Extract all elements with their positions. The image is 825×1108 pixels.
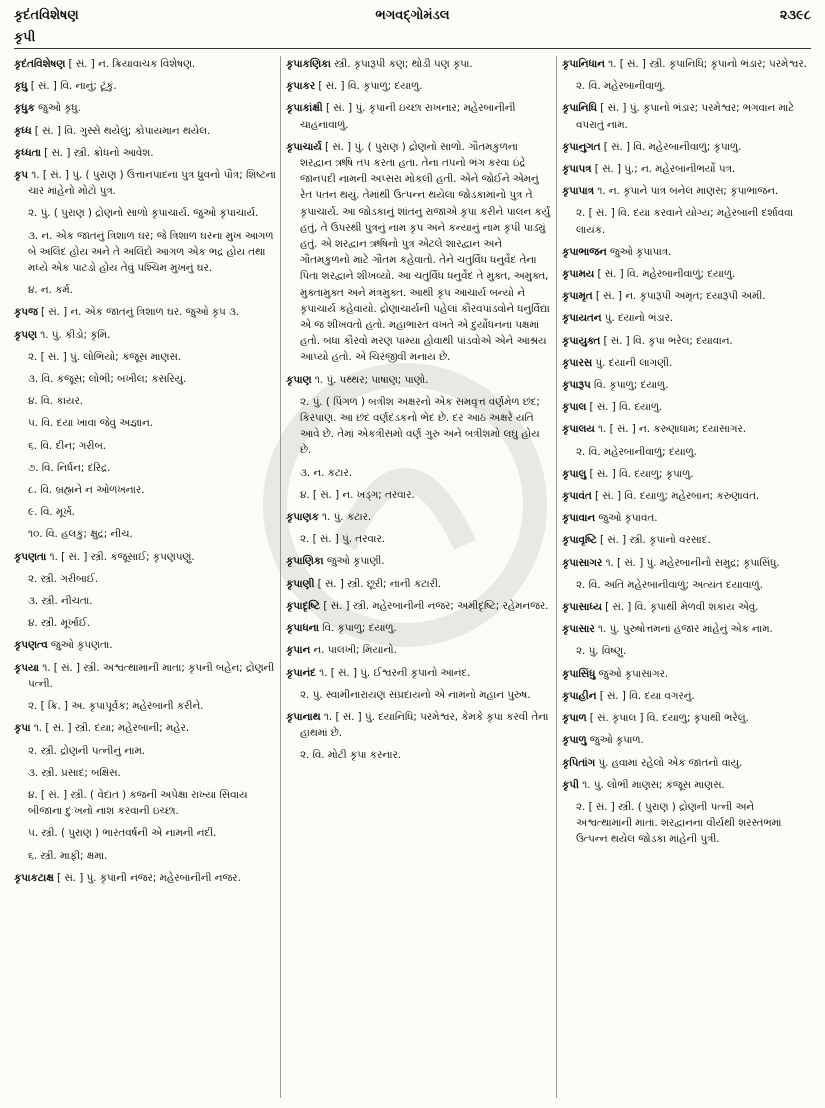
entry-sense [14, 848, 276, 864]
page-number: ૨૩૯૮ [779, 8, 811, 23]
headword: કૃપાણી [286, 577, 315, 590]
headword: કૃપાપત્ર [562, 163, 592, 176]
entry-sense [562, 577, 812, 593]
headword: કૃપાકણિકા [286, 58, 331, 70]
definition-text: ૧. પું. કટાર. [318, 511, 372, 524]
definition-text: ૪. [ સં. ] ન. ખડ્ગ; તરવાર. [300, 488, 415, 501]
definition-text: ૧. પું. લોભી માણસ; કંજૂસ માણસ. [578, 778, 725, 791]
dictionary-entry [562, 621, 812, 637]
definition-text: ૧. [ સં. ] સ્ત્રી. કૃપાનિધિ; કૃપાનો ભંડાર; પરમેશ્વર. [604, 58, 807, 70]
definition-text: ૩. ન. કટાર. [300, 466, 353, 479]
entry-sense [562, 444, 812, 460]
entry-sense [14, 787, 276, 819]
entry-sense [14, 593, 276, 609]
definition-text: ૧. પું. પથ્થર; પાષાણ; પાણો. [311, 373, 429, 386]
headword: કૃપાલુ [562, 467, 587, 480]
dictionary-entry [562, 688, 812, 704]
definition-text: જુઓ કૃપણતા. [47, 639, 113, 652]
page-header [14, 6, 811, 28]
headword: કૃપાસિંધુ [562, 667, 596, 680]
headword: કૃપાહીન [562, 689, 597, 702]
definition-text: [ સં. ] સ્ત્રી. કૃપાનો વરસાદ. [596, 534, 711, 547]
entry-sense [562, 205, 812, 237]
definition-text: ૩. વિ. કંજૂસ; લોભી; બખીલ; કસરિયું. [28, 373, 187, 386]
definition-text: [ સં. ] પું. કૃપાની નજર; મહેરબાનીની નજર. [53, 871, 241, 884]
dictionary-entry [286, 509, 552, 525]
definition-text: [ સં. ] પું. કૃપાની ઇચ્છા રાખનાર; મહેરબાનીની ચાહનાવાળું. [300, 102, 516, 131]
entry-sense [14, 371, 276, 387]
headword: કૃપી [562, 778, 579, 791]
headword: કૃપ [14, 169, 28, 182]
dictionary-entry [286, 139, 552, 366]
dictionary-entry [562, 777, 812, 793]
column-divider [556, 56, 557, 1098]
dictionary-entry [14, 304, 276, 320]
column-2 [286, 56, 552, 1102]
dictionary-entry [562, 555, 812, 571]
definition-text: [ સં. ] વિ. દયાળુ; કૃપાળુ. [586, 467, 694, 480]
definition-text: જુઓ કૃપાપાત્ર. [606, 245, 672, 258]
headword: કૃપાયુક્ત [562, 334, 601, 347]
headword: કૃપિતાંગ [562, 756, 596, 769]
definition-text: વિ. કૃપાળુ; દયાળુ. [318, 622, 397, 635]
header-rule [14, 48, 811, 49]
entry-sense [286, 531, 552, 547]
dictionary-entry [562, 732, 812, 748]
headword: કૃપાદૃષ્ટિ [286, 599, 321, 612]
dictionary-entry [14, 327, 276, 343]
definition-text: ૨. વિ. મહેરબાનીવાળું. [576, 80, 666, 93]
dictionary-entry [562, 510, 812, 526]
headword: કૃપાનિધાન [562, 58, 605, 70]
headword: કૃપાસાર [562, 623, 595, 636]
headword: કૃધ્ધ [14, 124, 32, 137]
dictionary-entry [286, 100, 552, 132]
dictionary-entry [286, 576, 552, 592]
dictionary-entry [562, 599, 812, 615]
header-first-word: કૃદંતવિશેષણ [14, 8, 79, 23]
definition-text: ૨. [ ક્રિ. ] અ. કૃપાપૂર્વક; મહેરબાની કરીને. [28, 700, 204, 713]
dictionary-entry [562, 488, 812, 504]
definition-text: જુઓ કૃપાસાગર. [595, 667, 669, 680]
entry-sense [562, 643, 812, 659]
dictionary-entry [286, 56, 552, 72]
definition-text: [ સં. ] પું. ( પુરાણ ) દ્રોણનો સાળો. ગૌતમકુળના શરદ્વાન ઋષિ તપ કરતા હતા. તેના તપનો ભંગ કરવા ઇંદ્રે જાનપદી નામની અપ્સરા મોકલી હતી. એને જોઈને એમનું રેત પતન થયું. તેમાંથી ઉત્પન્ન થયેલા જોડકામાંનો પુત્ર તે કૃપાચાર્ય. આ જોડકાનું શાંતનુ રાજાએ કૃપા કરીને પાલન કર્યું હતું, તે ઉપરથી પુત્રનું નામ કૃપ અને કન્યાનું નામ કૃપી પાડ્યું હતું. એ શરદ્વાન ઋષિનો પુત્ર એટલે શારદ્વાન અને ગૌતમકુળનો માટે ગૌતમ કહેવાતો. તેને ચતુર્વિધ ધનુર્વેદ તેના પિતા શરદ્વાને શીખવ્યો. આ ચતુર્વિધ ધનુર્વેદ તે મુક્ત, અમુક્ત, મુક્તામુક્ત અને મંત્રમુક્ત. આથી કૃપ આચાર્ય બન્યો ને કૃપાચાર્ય કહેવાયો. દ્રોણાચાર્યની પહેલાં કૌરવપાંડવોને ધનુર્વિદ્યા એ જ શીખવતો હતો. મહાભારત વખતે એ દુર્યોધનના પક્ષમાં હતો. બધા કૌરવો મરણ પામ્યા હોવાથી પાંડવોએ એને આશ્રય આપ્યો હતો. એ ચિરંજીવી મનાય છે. [300, 140, 551, 364]
dictionary-entry [286, 553, 552, 569]
definition-text: [ સં. ] ન. ક્રિયાવાચક વિશેષણ. [65, 58, 196, 70]
headword: કૃપયા [14, 661, 39, 674]
definition-text: [ સં. ] સ્ત્રી. ક્રોધનો આવેશ. [40, 146, 154, 159]
headword: કૃપણત્વ [14, 639, 48, 652]
definition-text: ૭. વિ. નિર્ધન; દરિદ્ર. [28, 461, 111, 474]
entry-sense [14, 460, 276, 476]
headword: કૃપાનુગત [562, 140, 601, 153]
dictionary-entry [562, 333, 812, 349]
definition-text: [ સં. ] વિ. ગુસ્સે થયેલું; કોપાયમાન થયેલ. [31, 124, 211, 137]
dictionary-entry [14, 123, 276, 139]
entry-sense [14, 526, 276, 542]
headword: કૃપારસ [562, 356, 593, 369]
entry-sense [14, 228, 276, 277]
entry-sense [14, 438, 276, 454]
definition-text: ૫. વિ. દયા ખાવા જેવું અજ્ઞાન. [28, 417, 153, 430]
definition-text: [ સં. ] વિ. કૃપા ભરેલ; દયાવાન. [600, 334, 733, 347]
definition-text: ૧. [ સં. ] પું. મહેરબાનીનો સમુદ્ર; કૃપાસિંધુ. [602, 556, 780, 569]
definition-text: ૨. વિ. મોટી કૃપા કરનાર. [300, 749, 402, 762]
headword: કૃપાપાત્ર [562, 185, 595, 198]
column-1 [14, 56, 276, 1102]
definition-text: પું. હવામાં રહેલો એક જાતનો વાયુ. [595, 756, 743, 769]
dictionary-entry [14, 100, 276, 116]
headword: કૃપાન [286, 644, 311, 657]
definition-text: [ સં. ] પું.; ન. મહેરબાનીભર્યો પત્ર. [591, 163, 736, 176]
definition-text: જુઓ કૃપાવંત. [595, 512, 658, 525]
dictionary-entry [562, 183, 812, 199]
column-3 [562, 56, 812, 1102]
headword: કૃપાણ [286, 373, 312, 386]
dictionary-entry [286, 642, 552, 658]
definition-text: પું. દયાની લાગણી. [592, 356, 673, 369]
definition-text: ૧. [ સં. ] સ્ત્રી. અશ્વત્થામાની માતા; કૃપની બહેન; દ્રોણની પત્ની. [28, 661, 275, 690]
headword: કૃપજ [14, 306, 38, 319]
dictionary-entry [562, 310, 812, 326]
definition-text: ૧. [ સં. ] પું. ( પુરાણ ) ઉત્તાનપાદના પુત્ર ધ્રુવનો પૌત્ર; શિષ્ટના ચાર માંહેનો મોટો પુત્ર. [27, 169, 276, 198]
definition-text: ૧. [ સં. ] પું. દયાનિધિ; પરમેશ્વર, કેમકે કૃપા કરવી તેના હાથમાં છે. [300, 710, 549, 740]
headword: કૃપાનિધિ [562, 102, 597, 115]
dictionary-entry [562, 399, 812, 415]
definition-text: [ સં. ] વિ. દયા વગરનું. [596, 689, 695, 702]
headword: કૃપાયતન [562, 312, 602, 325]
definition-text: ૯. વિ. મૂર્ખ. [28, 506, 75, 519]
dictionary-entry [14, 660, 276, 692]
entry-sense [14, 349, 276, 365]
definition-text: જુઓ કૃધુ. [34, 102, 81, 115]
definition-text: ૨. [ સં. ] વિ. દયા કરવાને યોગ્ય; મહેરબાની દર્શાવવા લાયક. [576, 207, 794, 236]
definition-text: ૩. ન. એક જાતનું ત્રિશાળ ઘર; જે ત્રિશાળ ઘરના મુખ આગળ બે અલિંદ હોય અને તે અલિંદો આગળ એક ભદ્ર હોય તથા મધ્યે એક પાટડો હોય તેવું પશ્ચિમ મુખનું ઘર. [28, 229, 274, 275]
definition-text: ૩. સ્ત્રી. પ્રસાદ; બક્ષિસ. [28, 766, 121, 779]
dictionary-entry [286, 372, 552, 388]
entry-sense [14, 504, 276, 520]
definition-text: ૨. પું. વિષ્ણુ. [576, 645, 627, 658]
headword: કૃપાધના [286, 622, 319, 635]
definition-text: [ સં. કૃપાલ ] વિ. દયાળુ; કૃપાથી ભરેલું. [586, 712, 749, 725]
dictionary-entry [562, 56, 812, 72]
entry-sense [14, 205, 276, 221]
definition-text: ૧. [ સં. ] સ્ત્રી. દયા; મહેરબાની; મહેર. [30, 722, 190, 735]
entry-sense [562, 78, 812, 94]
entry-sense [14, 615, 276, 631]
dictionary-entry [14, 637, 276, 653]
definition-text: ૪. સ્ત્રી. મૂર્ખાઈ. [28, 617, 91, 630]
dictionary-entry [562, 466, 812, 482]
entry-sense [14, 282, 276, 298]
definition-text: ૬. સ્ત્રી. માફી; ક્ષમા. [28, 849, 108, 862]
headword: કૃપાલય [562, 423, 595, 436]
definition-text: ૨. [ સં. ] પું. તરવાર. [300, 533, 385, 546]
definition-text: ૩. સ્ત્રી. નીચતા. [28, 595, 93, 608]
definition-text: [ સં. ] વિ. કૃપાળુ; દયાળુ. [315, 80, 423, 93]
headword: કૃપારૂપ [562, 379, 591, 392]
headword: કૃપામૃત [562, 290, 593, 303]
dictionary-entry [286, 598, 552, 614]
definition-text: ૧. [ સં. ] પું. ઈશ્વરની કૃપાનો આનંદ. [315, 666, 471, 679]
dictionary-entry [562, 139, 812, 155]
definition-text: [ સં. ] વિ. મહેરબાનીવાળું; દયાળુ. [594, 268, 736, 281]
headword: કૃપા [14, 722, 31, 735]
definition-text: ૨. પું. સ્વામીનારાયણ સંપ્રદાયનો એ નામનો મહાન પુરુષ. [300, 688, 531, 701]
dictionary-entry [562, 100, 812, 132]
entry-sense [286, 747, 552, 763]
column-divider [280, 56, 281, 1098]
definition-text: [ સં. ] ન. એક જાતનું ત્રિશાળ ઘર. જુઓ કૃપ ૩. [37, 306, 240, 319]
headword: કૃપણ [14, 328, 37, 341]
definition-text: [ સં. ] વિ. દયાળુ; મહેરબાન; કરુણાવંત. [591, 490, 760, 503]
dictionary-entry [562, 421, 812, 437]
definition-text: [ સં. ] પું. કૃપાનો ભંડાર; પરમેશ્વર; ભગવાન માટે વપરાતું નામ. [576, 102, 795, 131]
entry-sense [286, 465, 552, 481]
entry-sense [562, 799, 812, 848]
definition-text: ૨. [ સં. ] પું. લોભિયો; કંજૂસ માણસ. [28, 350, 181, 363]
definition-text: [ સં. ] વિ. કૃપાથી મેળવી શકાય એવું. [601, 601, 759, 614]
entry-sense [286, 394, 552, 459]
dictionary-entry [14, 167, 276, 199]
headword: કૃપાવંત [562, 490, 592, 503]
headword: કૃપાલ [562, 401, 587, 414]
entry-sense [286, 687, 552, 703]
header-last-word: કૃપી [14, 30, 36, 45]
definition-text: ૬. વિ. દીન; ગરીબ. [28, 439, 107, 452]
headword: કૃધુક [14, 102, 35, 115]
dictionary-entry [14, 549, 276, 565]
headword: કૃપાળ [562, 712, 587, 725]
entry-sense [14, 743, 276, 759]
dictionary-entry [562, 755, 812, 771]
headword: કૃપાકટાક્ષ [14, 871, 54, 884]
definition-text: ૨. વિ. અતિ મહેરબાનીવાળું; અત્યંત દયાવાળું. [576, 578, 763, 591]
definition-text: વિ. કૃપાળુ; દયાળુ. [590, 379, 669, 392]
entry-sense [14, 415, 276, 431]
headword: કૃપાવાન [562, 512, 596, 525]
dictionary-entry [562, 288, 812, 304]
definition-text: ૨. સ્ત્રી. દ્રોણની પત્નીનું નામ. [28, 744, 146, 757]
entry-sense [14, 393, 276, 409]
definition-text: [ સં. ] વિ. દયાળુ. [586, 401, 663, 414]
definition-text: ૨. વિ. મહેરબાનીવાળું; દયાળુ. [576, 445, 697, 458]
headword: કૃપાભાજન [562, 245, 607, 258]
definition-text: ૨. પું. ( પુરાણ ) દ્રોણનો સાળો કૃપાચાર્ય. જુઓ કૃપાચાર્ય. [28, 207, 259, 220]
headword: કૃપાકાંક્ષી [286, 102, 323, 115]
definition-text: ૧. પું. કીડો; કૃમિ. [36, 328, 111, 341]
headword: કૃપાનંદ [286, 666, 316, 679]
definition-text: જુઓ કૃપાણી. [323, 555, 385, 568]
definition-text: ૧૦. વિ. હલકું; ક્ષુદ્ર; નીચ. [28, 528, 133, 541]
definition-text: ૨. સ્ત્રી. ગરીબાઈ. [28, 572, 99, 585]
headword: કૃપાચાર્ય [286, 140, 322, 153]
dictionary-entry [562, 266, 812, 282]
dictionary-entry [286, 78, 552, 94]
entry-sense [14, 825, 276, 841]
definition-text: જુઓ કૃપાળ. [586, 734, 644, 747]
dictionary-entry [562, 532, 812, 548]
dictionary-entry [286, 665, 552, 681]
definition-text: [ સં. ] વિ. નાનું; ટૂંકું. [27, 80, 117, 93]
definition-text: ૧. ન. કૃપાને પાત્ર બનેલ માણસ; કૃપાભાજન. [594, 185, 779, 198]
dictionary-entry [14, 145, 276, 161]
definition-text: ૫. સ્ત્રી. ( પુરાણ ) ભારતવર્ષની એ નામની નદી. [28, 827, 217, 840]
headword: કૃપાસાગર [562, 556, 603, 569]
headword: કૃપાણિકા [286, 555, 324, 568]
headword: કૃપાકર [286, 80, 316, 93]
definition-text: ૪. વિ. કાયર. [28, 395, 84, 408]
dictionary-entry [562, 161, 812, 177]
dictionary-entry [14, 870, 276, 886]
dictionary-entry [562, 666, 812, 682]
dictionary-entry [14, 56, 276, 72]
definition-text: ૪. ન. કર્મ. [28, 284, 73, 297]
entry-sense [14, 698, 276, 714]
headword: કૃપાણક [286, 511, 319, 524]
dictionary-entry [562, 710, 812, 726]
definition-text: ૧. પું. પુરુષોત્તમનાં હજાર માંહેનું એક નામ. [594, 623, 773, 636]
dictionary-entry [14, 78, 276, 94]
dictionary-entry [562, 377, 812, 393]
headword: કૃપાવૃષ્ટિ [562, 534, 597, 547]
definition-text: સ્ત્રી. કૃપારૂપી કણ; થોડી પણ કૃપા. [330, 58, 473, 70]
definition-text: [ સં. ] સ્ત્રી. મહેરબાનીની નજર; અમીદૃષ્ટિ; રહેમનજર. [320, 599, 549, 612]
dictionary-entry [286, 620, 552, 636]
definition-text: ૮. વિ. બ્રહ્મને ન ઓળખનાર. [28, 484, 145, 497]
entry-sense [14, 765, 276, 781]
dictionary-entry [286, 709, 552, 741]
dictionary-entry [562, 244, 812, 260]
definition-text: ૧. [ સં. ] ન. કરુણાધામ; દયાસાગર. [594, 423, 746, 436]
headword: કૃપાળુ [562, 734, 587, 747]
headword: કૃપાનાથ [286, 710, 321, 723]
entry-sense [286, 487, 552, 503]
header-title: ભગવદ્ગોમંડલ [375, 8, 450, 23]
definition-text: ૨. [ સં. ] સ્ત્રી. ( પુરાણ ) દ્રોણની પત્ની અને અશ્વત્થામાની માતા. શરદ્વાનના વીર્યથી શરસ્તંભમાં ઉત્પન્ન થયેલ જોડકા માંહેની પુત્રી. [576, 800, 782, 846]
headword: કૃધુ [14, 80, 28, 93]
headword: કૃપાસાધ્ય [562, 601, 602, 614]
definition-text: [ સં. ] સ્ત્રી. છૂરી; નાની કટારી. [314, 577, 442, 590]
headword: કૃધ્ધતા [14, 146, 41, 159]
entry-sense [14, 571, 276, 587]
definition-text: ૪. [ સં. ] સ્ત્રી. ( વેદાંત ) કજની અપેક્ષા રાખ્યા સિવાય બીજાના દુઃખનો નાશ કરવાની ઇચ્છા. [28, 788, 248, 818]
entry-sense [14, 482, 276, 498]
definition-text: પું. દયાનો ભંડાર. [601, 312, 674, 325]
definition-text: [ સં. ] વિ. મહેરબાનીવાળું; કૃપાળુ. [600, 140, 742, 153]
definition-text: ૧. [ સં. ] સ્ત્રી. કંજૂસાઈ; કૃપણપણું. [46, 550, 195, 563]
definition-text: ૨. પું. ( પિંગળ ) બત્રીશ અક્ષરનો એક સમવૃત્ત વર્ણમેળ છંદ; કિરપાણ. આ છંદ વર્ણદંડકનો ભેદ છે. દર આઠ અક્ષરે યતિ આવે છે. તેમાં એકત્રીસમો વર્ણ ગુરુ અને બત્રીશમો લઘુ હોય છે. [300, 395, 540, 457]
definition-text: [ સં. ] ન. કૃપારૂપી અમૃત; દયારૂપી અમી. [592, 290, 766, 303]
dictionary-entry [14, 720, 276, 736]
definition-text: ન. પાલખી; મિયાનો. [310, 644, 397, 657]
headword: કૃપામય [562, 268, 595, 281]
headword: કૃપણતા [14, 550, 47, 563]
headword: કૃદંતવિશેષણ [14, 58, 66, 70]
dictionary-entry [562, 355, 812, 371]
